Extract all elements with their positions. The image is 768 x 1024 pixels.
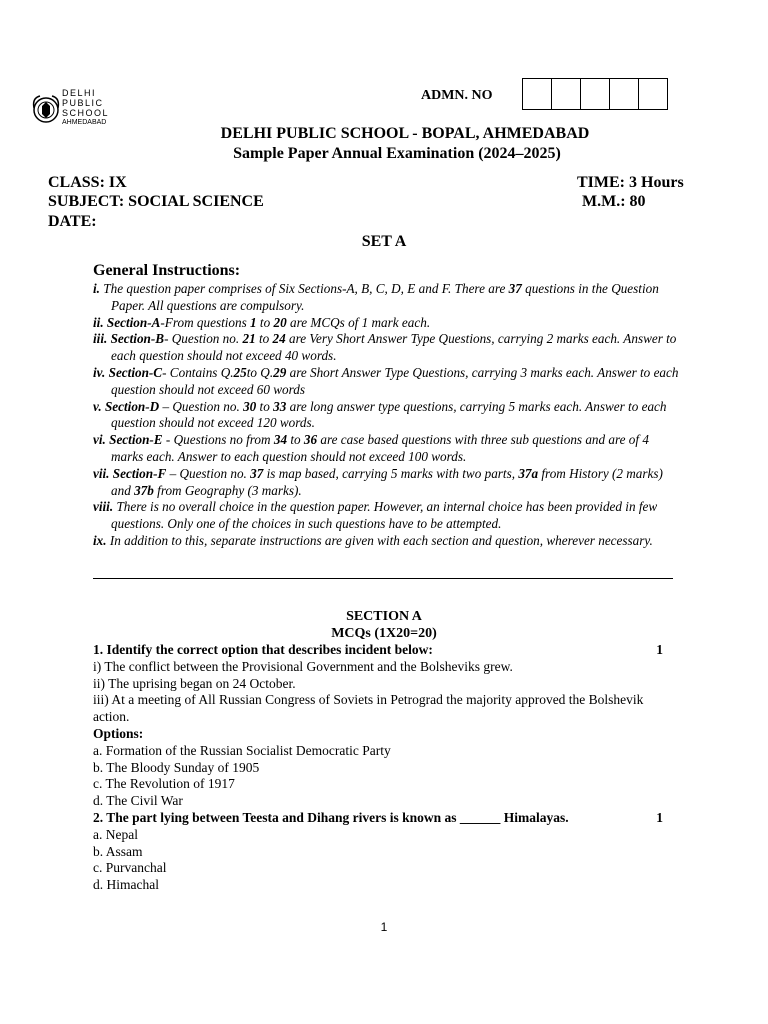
time-label: TIME: 3 Hours: [577, 174, 684, 191]
subject-label: SUBJECT: SOCIAL SCIENCE: [48, 193, 264, 210]
question-1: [93, 642, 663, 659]
school-name: DELHI PUBLIC SCHOOL - BOPAL, AHMEDABAD: [220, 125, 590, 142]
statement: ii) The uprising began on 24 October.: [93, 675, 296, 691]
paper-title: Sample Paper Annual Examination (2024–2025): [233, 145, 561, 162]
instructions-list: [93, 281, 683, 550]
class-label: CLASS: IX: [48, 174, 127, 191]
statement: i) The conflict between the Provisional Government and the Bolsheviks grew.: [93, 658, 513, 674]
option: b. The Bloody Sunday of 1905: [93, 759, 260, 775]
instruction-item: iv. Section-C- Contains Q.25to Q.29 are Short Answer Type Questions, carrying 3 marks each. Answer to each question should not exceed 60 words: [93, 364, 679, 397]
instruction-item: i. The question paper comprises of Six Sections-A, B, C, D, E and F. There are 37 questions in the Question Paper. All questions are compulsory.: [93, 281, 659, 313]
logo-wordmark: [62, 88, 109, 128]
max-marks-label: M.M.: 80: [582, 193, 646, 210]
question-marks: 1: [656, 809, 663, 825]
option: b. Assam: [93, 843, 143, 859]
option: a. Formation of the Russian Socialist Democratic Party: [93, 742, 391, 758]
date-label: DATE:: [48, 213, 97, 230]
section-title: SECTION A: [346, 609, 422, 624]
logo-line: DELHI: [62, 88, 97, 98]
page-number: 1: [380, 920, 388, 934]
instruction-item: vi. Section-E - Questions no from 34 to 36 are case based questions with three sub questions and are of 4 marks each. Answer to each question should not exceed 100 words.: [93, 432, 649, 464]
admn-digit-box[interactable]: [522, 78, 552, 110]
section-a-header: [0, 608, 768, 642]
question-marks: 1: [656, 642, 663, 657]
admn-digit-box[interactable]: [580, 78, 610, 110]
question-text: 1. Identify the correct option that describes incident below:: [93, 642, 433, 657]
option: c. Purvanchal: [93, 860, 167, 876]
instruction-item: vii. Section-F – Question no. 37 is map based, carrying 5 marks with two parts, 37a from History (2 marks) and 37b from Geography (3 marks).: [93, 465, 663, 498]
instruction-item: ii. Section-A-From questions 1 to 20 are MCQs of 1 mark each.: [93, 314, 431, 330]
instruction-item: viii. There is no overall choice in the question paper. However, an internal choice has been provided in few questions. Only one of the choices in such questions have to be attempted.: [93, 499, 658, 532]
option: d. The Civil War: [93, 793, 183, 809]
option: d. Himachal: [93, 877, 159, 893]
admn-digit-box[interactable]: [609, 78, 639, 110]
option: c. The Revolution of 1917: [93, 776, 235, 792]
statement: iii) At a meeting of All Russian Congress of Soviets in Petrograd the majority approved the Bolshevik action.: [93, 692, 644, 725]
instruction-item: iii. Section-B- Question no. 21 to 24 are Very Short Answer Type Questions, carrying 2 marks each. Answer to each question should not exceed 40 words.: [93, 331, 677, 364]
admn-label: ADMN. NO: [421, 88, 493, 103]
question-text: 2. The part lying between Teesta and Dihang rivers is known as ______ Himalayas.: [93, 809, 569, 825]
questions: [93, 642, 663, 894]
logo-line: SCHOOL: [62, 108, 110, 118]
set-label: SET A: [361, 233, 407, 250]
admn-number-boxes[interactable]: [523, 78, 668, 110]
instruction-item: v. Section-D – Question no. 30 to 33 are long answer type questions, carrying 5 marks each. Answer to each question should not exceed 120 words.: [93, 398, 667, 431]
section-subtitle: MCQs (1X20=20): [331, 626, 437, 641]
instructions-title: General Instructions:: [93, 262, 241, 279]
instruction-item: ix. In addition to this, separate instructions are given with each section and question, wherever necessary.: [93, 532, 653, 548]
options-label: Options:: [93, 725, 144, 741]
option: a. Nepal: [93, 826, 138, 842]
divider: [93, 578, 673, 579]
logo-city: AHMEDABAD: [62, 119, 107, 126]
admn-digit-box[interactable]: [551, 78, 581, 110]
logo-line: PUBLIC: [62, 98, 104, 108]
admn-digit-box[interactable]: [638, 78, 668, 110]
question-2: [93, 810, 663, 827]
